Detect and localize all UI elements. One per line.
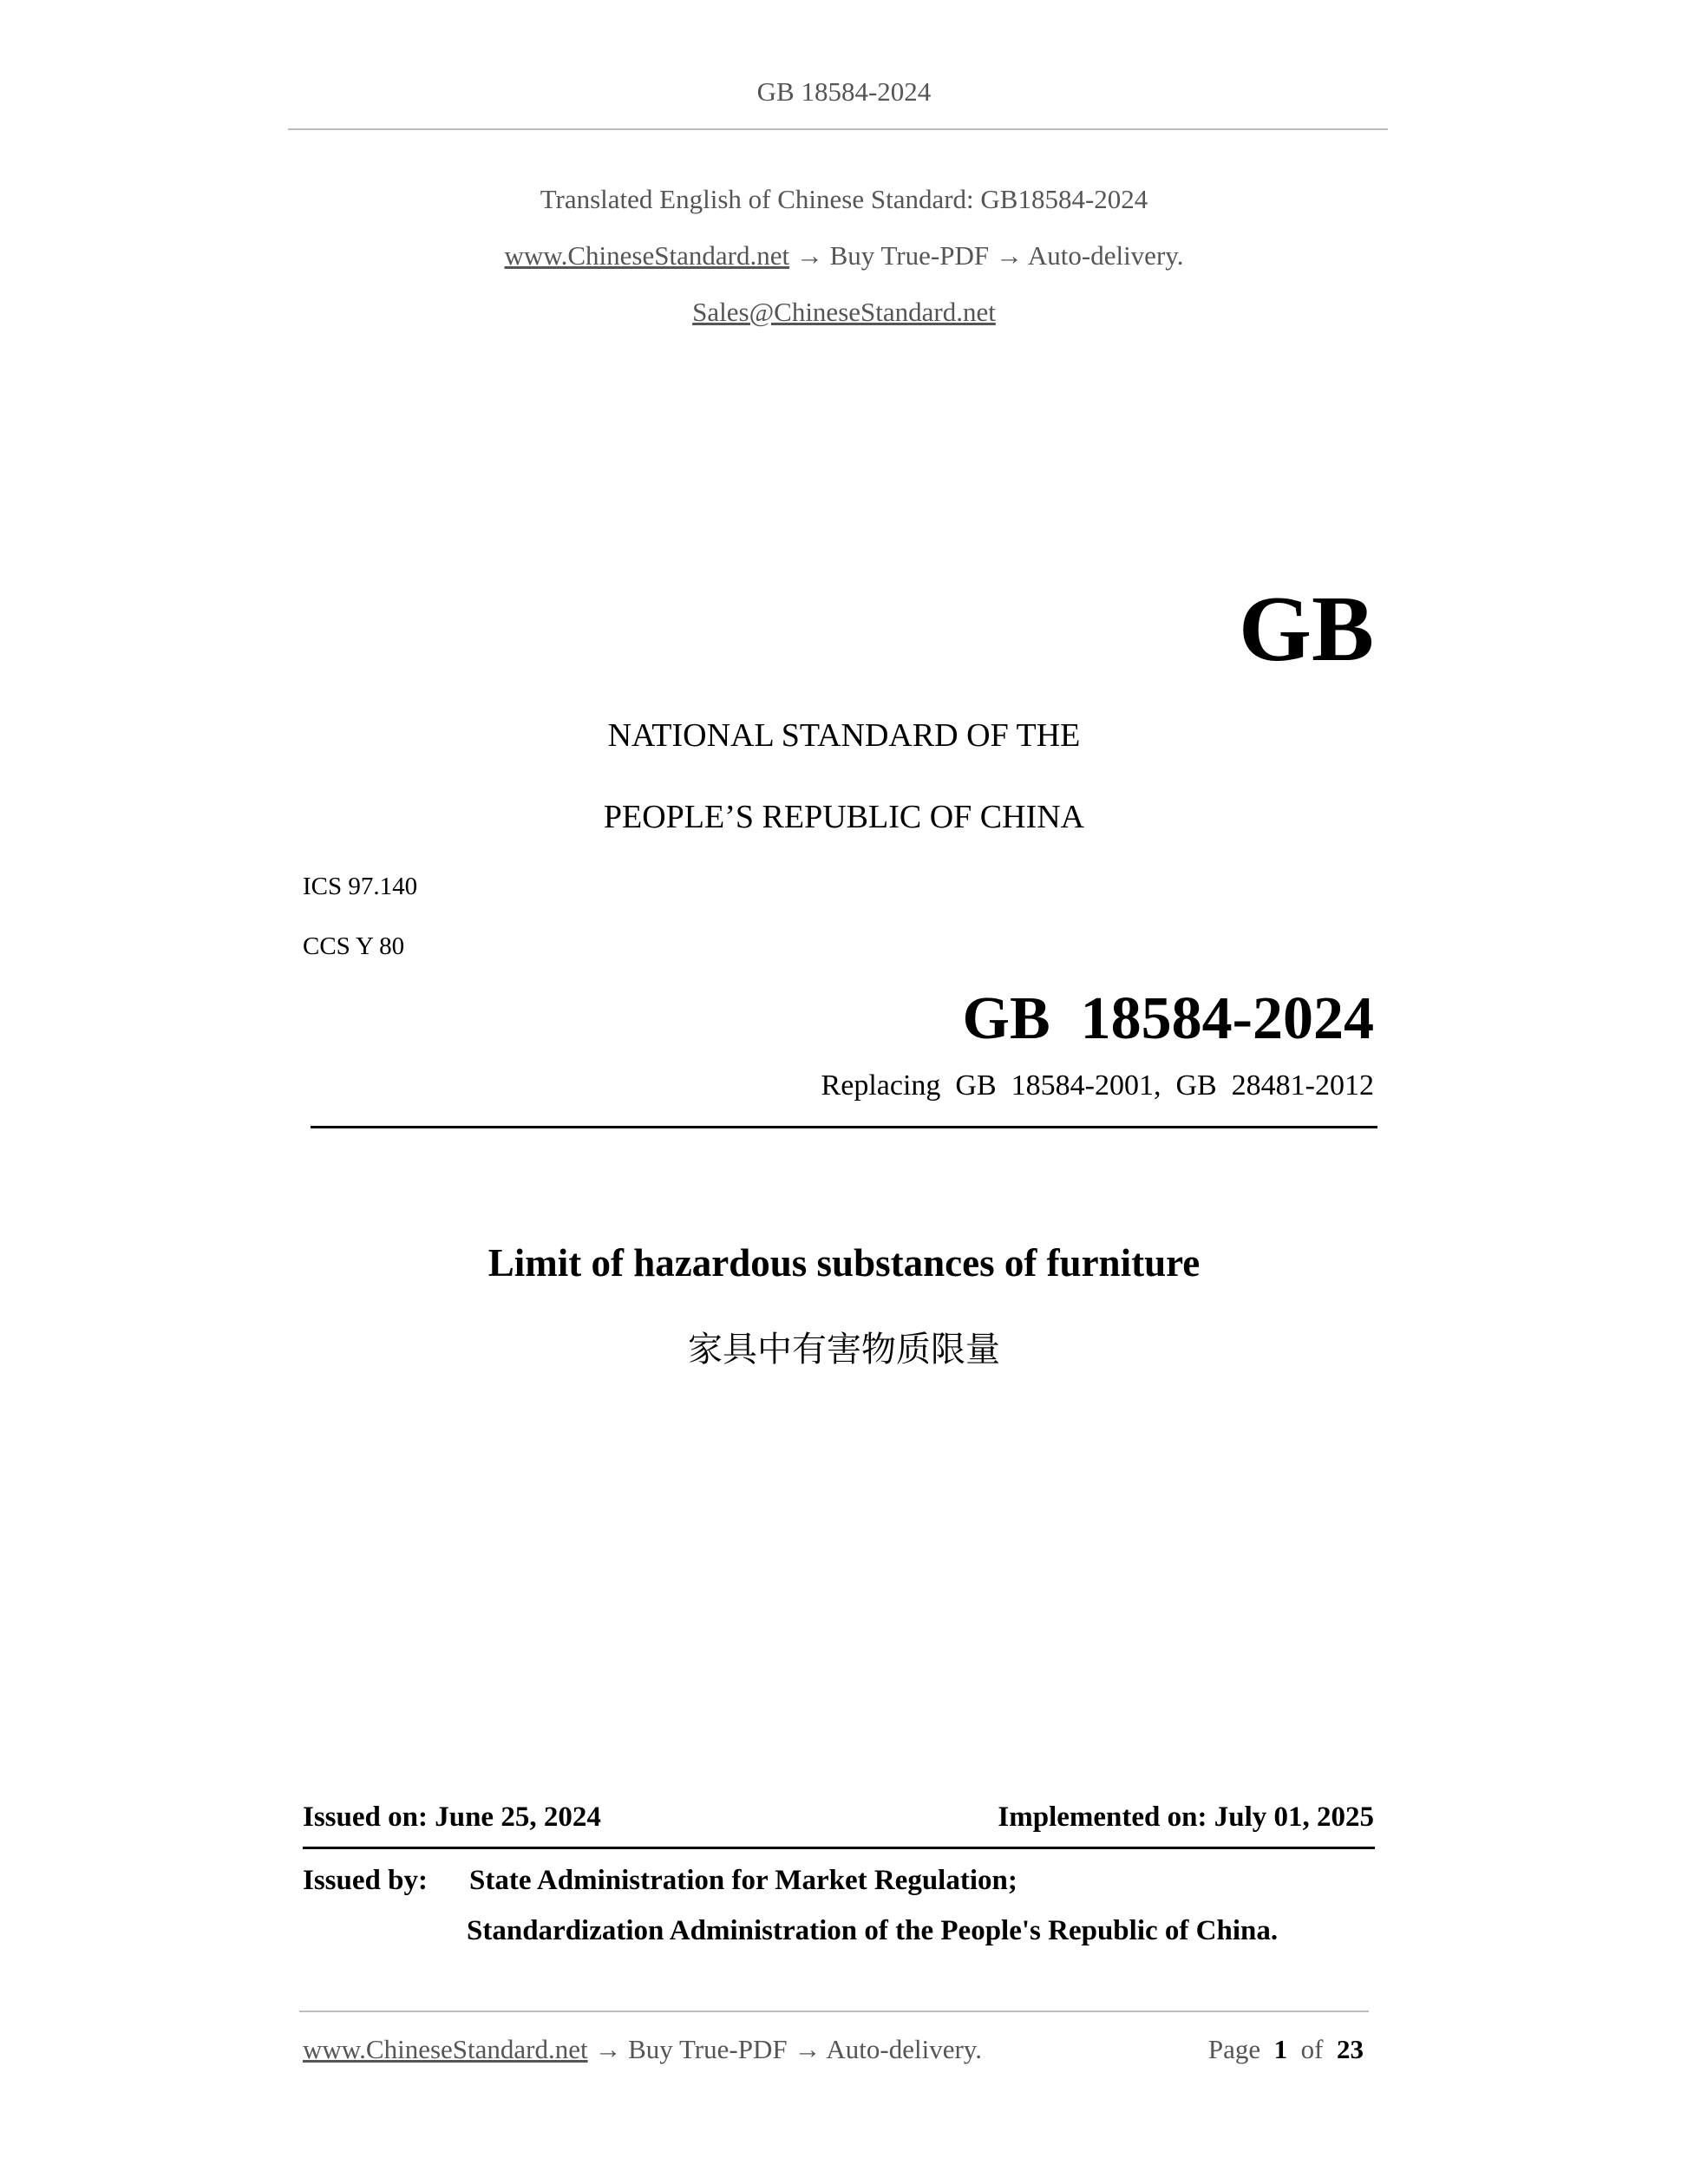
title-chinese: 家具中有害物质限量 xyxy=(688,1330,1000,1370)
arrow-right-icon: → xyxy=(795,240,823,271)
national-standard-heading-line1: NATIONAL STANDARD OF THE xyxy=(607,717,1081,754)
national-standard-heading-line2: PEOPLE’S REPUBLIC OF CHINA xyxy=(603,799,1085,835)
arrow-right-icon: → xyxy=(794,2034,821,2064)
issue-divider xyxy=(303,1847,1375,1849)
issuer-line1: State Administration for Market Regulation; xyxy=(469,1865,1017,1896)
sales-line xyxy=(0,297,1688,328)
site-link[interactable]: www.ChineseStandard.net xyxy=(504,240,790,271)
issued-by-label: Issued by: xyxy=(303,1865,428,1896)
gb-logo: GB xyxy=(1238,578,1374,681)
sales-email-link[interactable]: Sales@ChineseStandard.net xyxy=(692,297,996,327)
translation-notice: Translated English of Chinese Standard: GB18584-2024 xyxy=(540,184,1148,214)
footer-site-link[interactable]: www.ChineseStandard.net xyxy=(303,2034,588,2064)
purchase-line xyxy=(0,240,1688,271)
running-head: GB 18584-2024 xyxy=(756,76,932,107)
title-divider xyxy=(311,1126,1377,1128)
ccs-code: CCS Y 80 xyxy=(303,932,405,960)
arrow-right-icon: → xyxy=(995,240,1023,271)
of-label: of xyxy=(1300,2034,1324,2064)
page-total: 23 xyxy=(1337,2034,1364,2064)
arrow-right-icon: → xyxy=(594,2034,622,2064)
issued-on-date: Issued on: June 25, 2024 xyxy=(303,1801,601,1833)
title-english: Limit of hazardous substances of furniture xyxy=(487,1241,1201,1285)
footer-buy-text: Buy True-PDF xyxy=(628,2034,788,2064)
ics-code: ICS 97.140 xyxy=(303,873,418,900)
standard-number: GB 18584-2024 xyxy=(962,985,1374,1052)
page-label: Page xyxy=(1207,2034,1261,2064)
page-number: 1 xyxy=(1273,2034,1288,2064)
header-divider xyxy=(288,128,1388,130)
implemented-on-date: Implemented on: July 01, 2025 xyxy=(998,1801,1374,1833)
footer-purchase-line xyxy=(303,2034,982,2065)
page-indicator xyxy=(1208,2034,1364,2065)
footer-divider xyxy=(299,2011,1369,2012)
replacing-standards: Replacing GB 18584-2001, GB 28481-2012 xyxy=(821,1069,1374,1102)
issuer-line2: Standardization Administration of the People's Republic of China. xyxy=(467,1915,1279,1946)
auto-delivery-text: Auto-delivery. xyxy=(1027,240,1184,271)
footer-auto-delivery-text: Auto-delivery. xyxy=(826,2034,983,2064)
buy-true-pdf-text: Buy True-PDF xyxy=(829,240,990,271)
